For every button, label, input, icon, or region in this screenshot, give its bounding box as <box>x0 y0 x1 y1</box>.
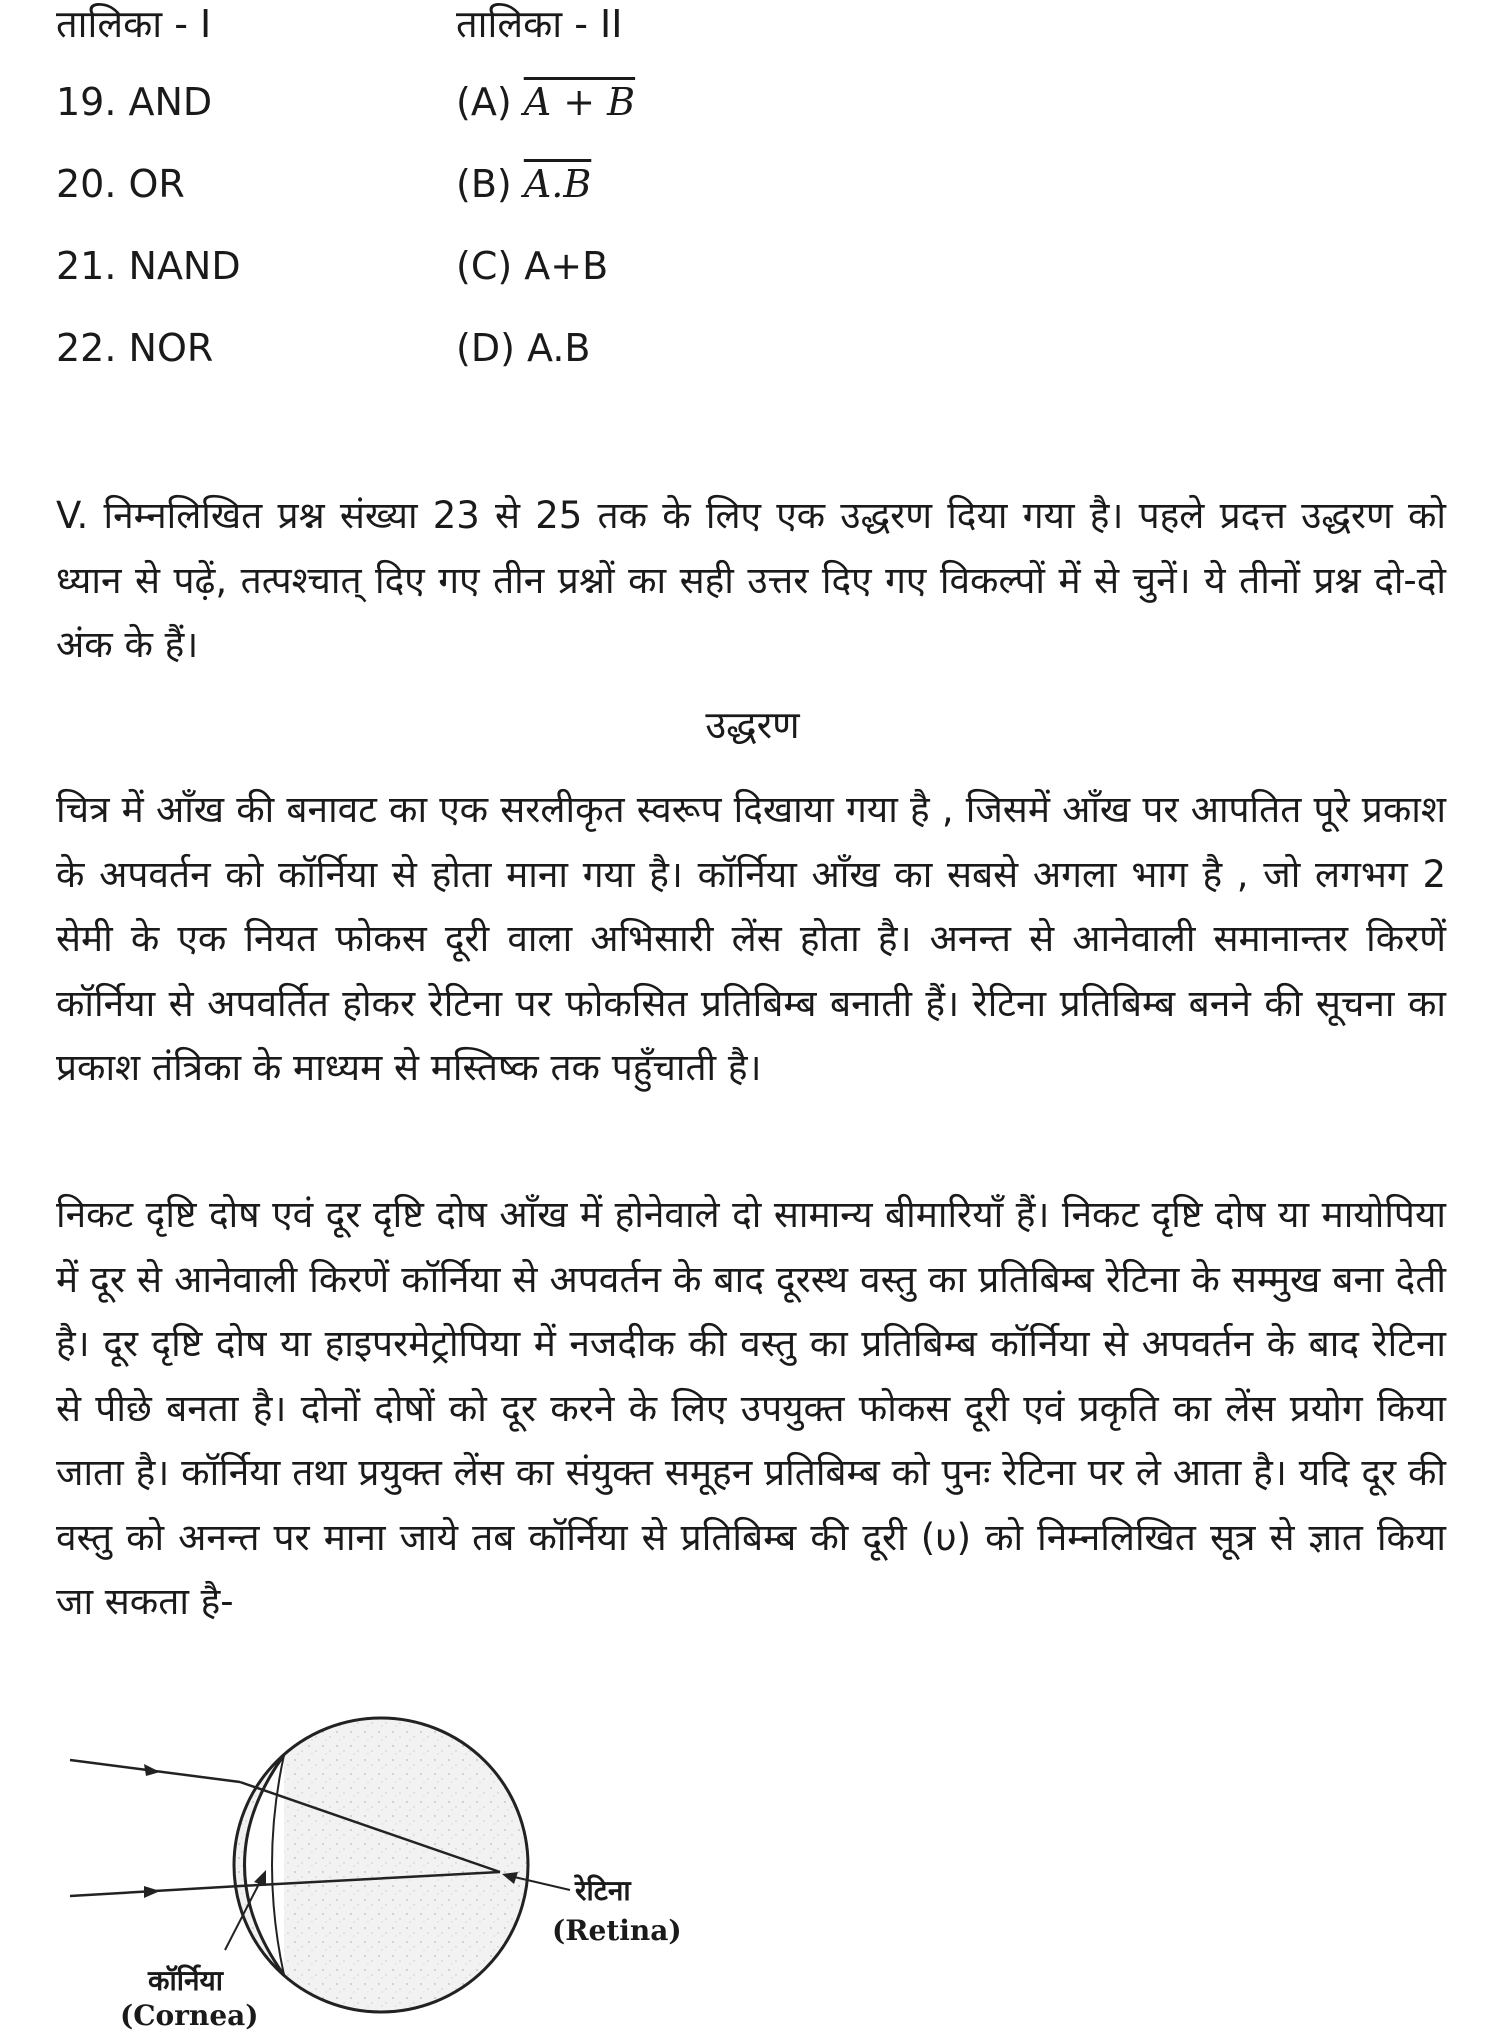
retina-label-english: (Retina) <box>552 1914 682 1947</box>
instruction-paragraph: V. निम्नलिखित प्रश्न संख्या 23 से 25 तक के लिए एक उद्धरण दिया गया है। पहले प्रदत्त उद्धरण को ध्यान से पढ़ें, तत्पश्चात् दिए गए तीन प्रश्नों का सही उत्तर दिए गए विकल्पों में से चुनें। ये तीनों प्रश्न दो-दो अंक के हैं। <box>56 494 1446 666</box>
table-row-left: 19. AND <box>56 80 213 124</box>
option-prefix: (B) <box>456 162 524 206</box>
table-row-left: 21. NAND <box>56 244 241 288</box>
ray-arrow-icon <box>144 1764 160 1776</box>
retina-label-hindi: रेटिना <box>575 1874 631 1907</box>
passage-paragraph-1: चित्र में आँख की बनावट का एक सरलीकृत स्वरूप दिखाया गया है , जिसमें आँख पर आपतित पूरे प्रकाश के अपवर्तन को कॉर्निया से होता माना गया है। कॉर्निया आँख का सबसे अगला भाग है , जो लगभग 2 सेमी के एक नियत फोकस दूरी वाला अभिसारी लेंस होता है। अनन्त से आनेवाली समानान्तर किरणें कॉर्निया से अपवर्तित होकर रेटिना पर फोकसित प्रतिबिम्ब बनाती हैं। रेटिना प्रतिबिम्ब बनने की सूचना का प्रकाश तंत्रिका के माध्यम से मस्तिष्क तक पहुँचाती है। <box>56 788 1446 1089</box>
passage-heading: उद्धरण <box>705 703 800 747</box>
ray-arrow-icon <box>144 1886 160 1898</box>
table-row-left: 22. NOR <box>56 326 214 370</box>
table-header-left: तालिका - I <box>56 2 212 46</box>
cornea-label-hindi: कॉर्निया <box>148 1964 224 1997</box>
table-row-right <box>456 160 591 208</box>
eye-diagram <box>40 1700 720 2030</box>
option-formula: A + B <box>523 80 636 124</box>
table-row-right <box>456 78 635 126</box>
table-header-right: तालिका - II <box>456 2 623 46</box>
table-row-right: (C) A+B <box>456 244 609 288</box>
table-row-left: 20. OR <box>56 162 185 206</box>
option-formula: A.B <box>523 162 592 206</box>
option-prefix: (A) <box>456 80 524 124</box>
cornea-label-english: (Cornea) <box>120 1999 259 2030</box>
passage-paragraph-2: निकट दृष्टि दोष एवं दूर दृष्टि दोष आँख में होनेवाले दो सामान्य बीमारियाँ हैं। निकट दृष्टि दोष या मायोपिया में दूर से आनेवाली किरणें कॉर्निया से अपवर्तन के बाद दूरस्थ वस्तु का प्रतिबिम्ब रेटिना के सम्मुख बना देती है। दूर दृष्टि दोष या हाइपरमेट्रोपिया में नजदीक की वस्तु का प्रतिबिम्ब कॉर्निया से अपवर्तन के बाद रेटिना से पीछे बनता है। दोनों दोषों को दूर करने के लिए उपयुक्त फोकस दूरी एवं प्रकृति का लेंस प्रयोग किया जाता है। कॉर्निया तथा प्रयुक्त लेंस का संयुक्त समूहन प्रतिबिम्ब को पुनः रेटिना पर ले आता है। यदि दूर की वस्तु को अनन्त पर माना जाये तब कॉर्निया से प्रतिबिम्ब की दूरी (υ) को निम्नलिखित सूत्र से ज्ञात किया जा सकता है- <box>56 1193 1446 1623</box>
table-row-right: (D) A.B <box>456 326 591 370</box>
